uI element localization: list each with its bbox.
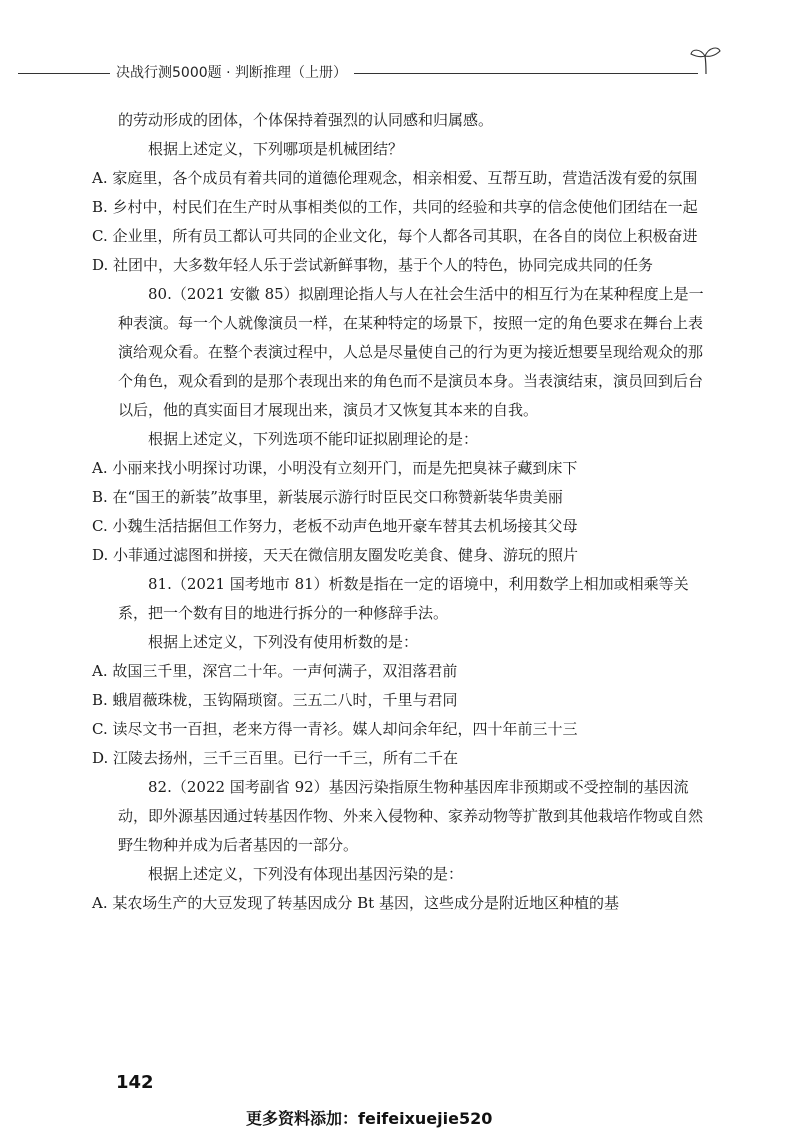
page-number: 142 <box>116 1072 154 1093</box>
option-item: C. 小魏生活拮据但工作努力，老板不动声色地开豪车替其去机场接其父母 <box>92 517 578 535</box>
option-item: A. 小丽来找小明探讨功课，小明没有立刻开门，而是先把臭袜子藏到床下 <box>92 459 578 477</box>
running-header-title: 决战行测5000题 · 判断推理（上册） <box>116 65 347 81</box>
option-item: D. 社团中，大多数年轻人乐于尝试新鲜事物，基于个人的特色，协同完成共同的任务 <box>92 256 654 274</box>
option-item: A. 故国三千里，深宫二十年。一声何满子，双泪落君前 <box>92 662 458 680</box>
question-definition: 81.（2021 国考地市 81）析数是指在一定的语境中，利用数学上相加或相乘等关系，把一个数有目的地进行拆分的一种修辞手法。 <box>118 575 689 622</box>
running-header <box>18 62 698 86</box>
option-item: D. 江陵去扬州，三千三百里。已行一千三，所有二千在 <box>92 749 459 767</box>
question-stem: 根据上述定义，下列选项不能印证拟剧理论的是： <box>148 430 479 448</box>
option-item: C. 企业里，所有员工都认可共同的企业文化，每个人都各司其职，在各自的岗位上积极奋进 <box>92 227 698 245</box>
sprout-icon <box>688 44 724 76</box>
option-item: A. 某农场生产的大豆发现了转基因成分 Bt 基因，这些成分是附近地区种植的基 <box>92 894 619 912</box>
question-stem: 根据上述定义，下列哪项是机械团结？ <box>148 140 404 158</box>
header-rule-right <box>354 73 698 74</box>
option-item: A. 家庭里，各个成员有着共同的道德伦理观念，相亲相爱、互帮互助，营造活泼有爱的氛围 <box>92 169 698 187</box>
question-stem: 根据上述定义，下列没有体现出基因污染的是： <box>148 865 464 883</box>
continuation-paragraph: 的劳动形成的团体，个体保持着强烈的认同感和归属感。 <box>118 111 494 129</box>
option-item: B. 乡村中，村民们在生产时从事相类似的工作，共同的经验和共享的信念使他们团结在一起 <box>92 198 698 216</box>
page-body <box>92 106 708 918</box>
question-definition: 82.（2022 国考副省 92）基因污染指原生物种基因库非预期或不受控制的基因流动，即外源基因通过转基因作物、外来入侵物种、家养动物等扩散到其他栽培作物或自然野生物种并成为后者基因的一部分。 <box>118 778 704 854</box>
question-definition: 80.（2021 安徽 85）拟剧理论指人与人在社会生活中的相互行为在某种程度上是一种表演。每一个人就像演员一样，在某种特定的场景下，按照一定的角色要求在舞台上表演给观众看。在整个表演过程中，人总是尽量使自己的行为更为接近想要呈现给观众的那个角色，观众看到的是那个表现出来的角色而不是演员本身。当表演结束，演员回到后台以后，他的真实面目才展现出来，演员才又恢复其本来的自我。 <box>118 285 704 419</box>
question-stem: 根据上述定义，下列没有使用析数的是： <box>148 633 419 651</box>
footer-note: 更多资料添加：feifeixuejie520 <box>246 1109 493 1128</box>
option-item: B. 在“国王的新装”故事里，新装展示游行时臣民交口称赞新装华贵美丽 <box>92 488 563 506</box>
option-item: C. 读尽文书一百担，老来方得一青衫。媒人却问余年纪，四十年前三十三 <box>92 720 578 738</box>
option-item: D. 小菲通过滤图和拼接，天天在微信朋友圈发吃美食、健身、游玩的照片 <box>92 546 579 564</box>
header-rule-left <box>18 73 110 74</box>
option-item: B. 蛾眉薇珠栊，玉钩隔琐窗。三五二八时，千里与君同 <box>92 691 458 709</box>
